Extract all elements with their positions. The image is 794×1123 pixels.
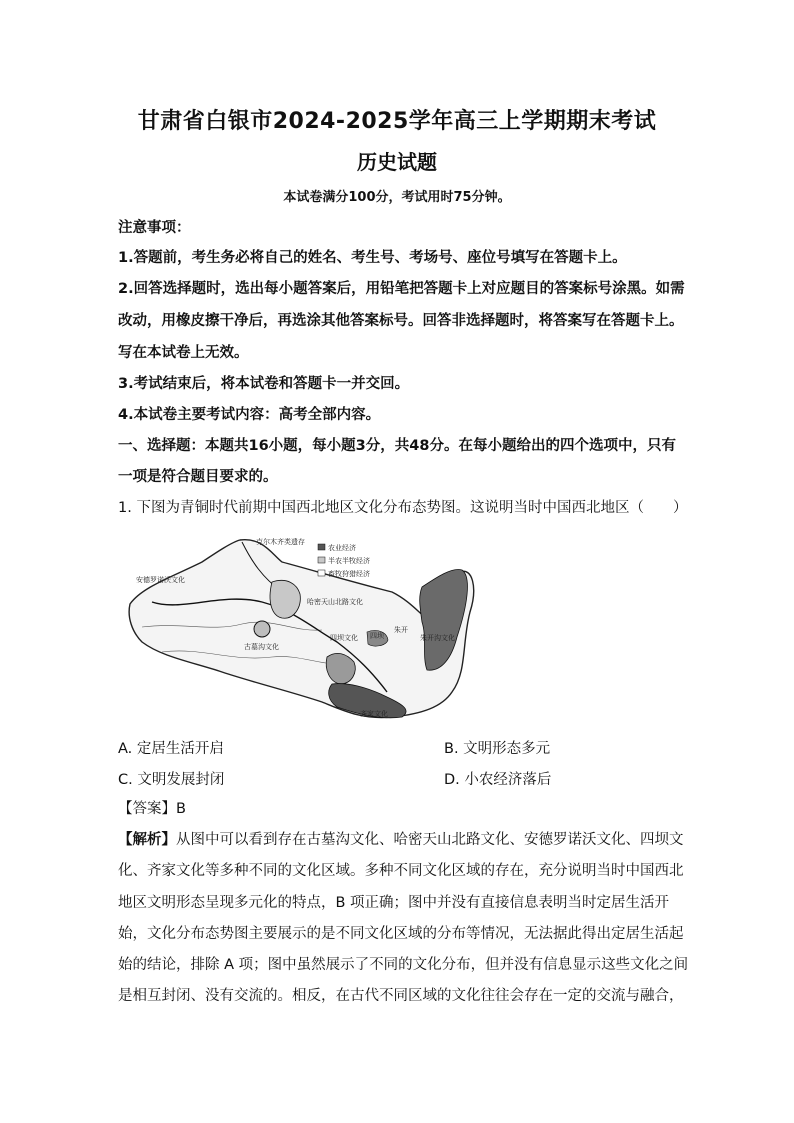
legend-swatch-semi [318, 557, 325, 563]
analysis-line-6: 是相互封闭、没有交流的。相反，在古代不同区域的文化往往会存在一定的交流与融合， [118, 988, 684, 1004]
section-heading-1: 一、选择题：本题共16小题，每小题3分，共48分。在每小题给出的四个选项中，只有 [118, 438, 676, 454]
note-2c: 写在本试卷上无效。 [118, 345, 249, 361]
note-3: 3.考试结束后，将本试卷和答题卡一并交回。 [118, 376, 410, 392]
label-small: 四坝 [370, 632, 384, 640]
label-gumugou: 古墓沟文化 [244, 643, 279, 651]
label-hami: 哈密天山北路文化 [307, 598, 363, 606]
map-area-gumugou [254, 621, 270, 637]
analysis-line-4: 始，文化分布态势图主要展示的是不同文化区域的分布等情况，无法据此得出定居生活起 [118, 926, 684, 942]
option-a: A. 定居生活开启 [118, 741, 224, 757]
answer: 【答案】B [118, 801, 186, 817]
label-siba: 四坝文化 [330, 634, 358, 642]
analysis-line-5: 始的结论，排除 A 项；图中虽然展示了不同的文化分布，但并没有信息显示这些文化之间 [118, 957, 689, 973]
legend-pastoral: 畜牧狩猎经济 [328, 570, 370, 578]
analysis-label: 【解析】 [118, 832, 176, 848]
label-top: 克尔木齐类遗存 [256, 538, 305, 546]
label-zhukaigou: 朱开沟文化 [420, 634, 455, 642]
analysis-line-3: 地区文明形态呈现多元化的特点，B 项正确；图中并没有直接信息表明当时定居生活开 [118, 895, 670, 911]
analysis-line-1 [118, 830, 684, 850]
note-1: 1.答题前，考生务必将自己的姓名、考生号、考场号、座位号填写在答题卡上。 [118, 250, 627, 266]
notes-heading: 注意事项： [118, 220, 191, 236]
exam-title: 甘肃省白银市2024-2025学年高三上学期期末考试 [137, 109, 657, 134]
note-4: 4.本试卷主要考试内容：高考全部内容。 [118, 407, 381, 423]
map-area-hami [270, 580, 300, 618]
note-2b: 改动，用橡皮擦干净后，再选涂其他答案标号。回答非选择题时，将答案写在答题卡上。 [118, 313, 684, 329]
exam-subtitle: 历史试题 [357, 150, 437, 174]
analysis-line-2: 化、齐家文化等多种不同的文化区域。多种不同文化区域的存在，充分说明当时中国西北 [118, 863, 684, 879]
label-qijia: 齐家文化 [360, 710, 388, 718]
option-b: B. 文明形态多元 [444, 741, 551, 757]
legend-agri: 农业经济 [328, 544, 356, 552]
note-2a: 2.回答选择题时，选出每小题答案后，用铅笔把答题卡上对应题目的答案标号涂黑。如需 [118, 281, 685, 297]
label-small2: 朱开 [394, 626, 408, 634]
legend-swatch-agri [318, 544, 325, 550]
option-c: C. 文明发展封闭 [118, 772, 225, 788]
question-stem: 1. 下图为青铜时代前期中国西北地区文化分布态势图。这说明当时中国西北地区（ ） [118, 500, 688, 516]
analysis-text-1: 从图中可以看到存在古墓沟文化、哈密天山北路文化、安德罗诺沃文化、四坝文 [176, 832, 684, 848]
label-west: 安德罗诺沃文化 [136, 576, 185, 584]
legend-swatch-pastoral [318, 570, 325, 576]
section-heading-2: 一项是符合题目要求的。 [118, 469, 278, 485]
exam-info: 本试卷满分100分，考试用时75分钟。 [283, 190, 511, 205]
culture-distribution-map [122, 532, 492, 722]
legend-semi: 半农半牧经济 [328, 557, 370, 565]
option-d: D. 小农经济落后 [444, 772, 552, 788]
